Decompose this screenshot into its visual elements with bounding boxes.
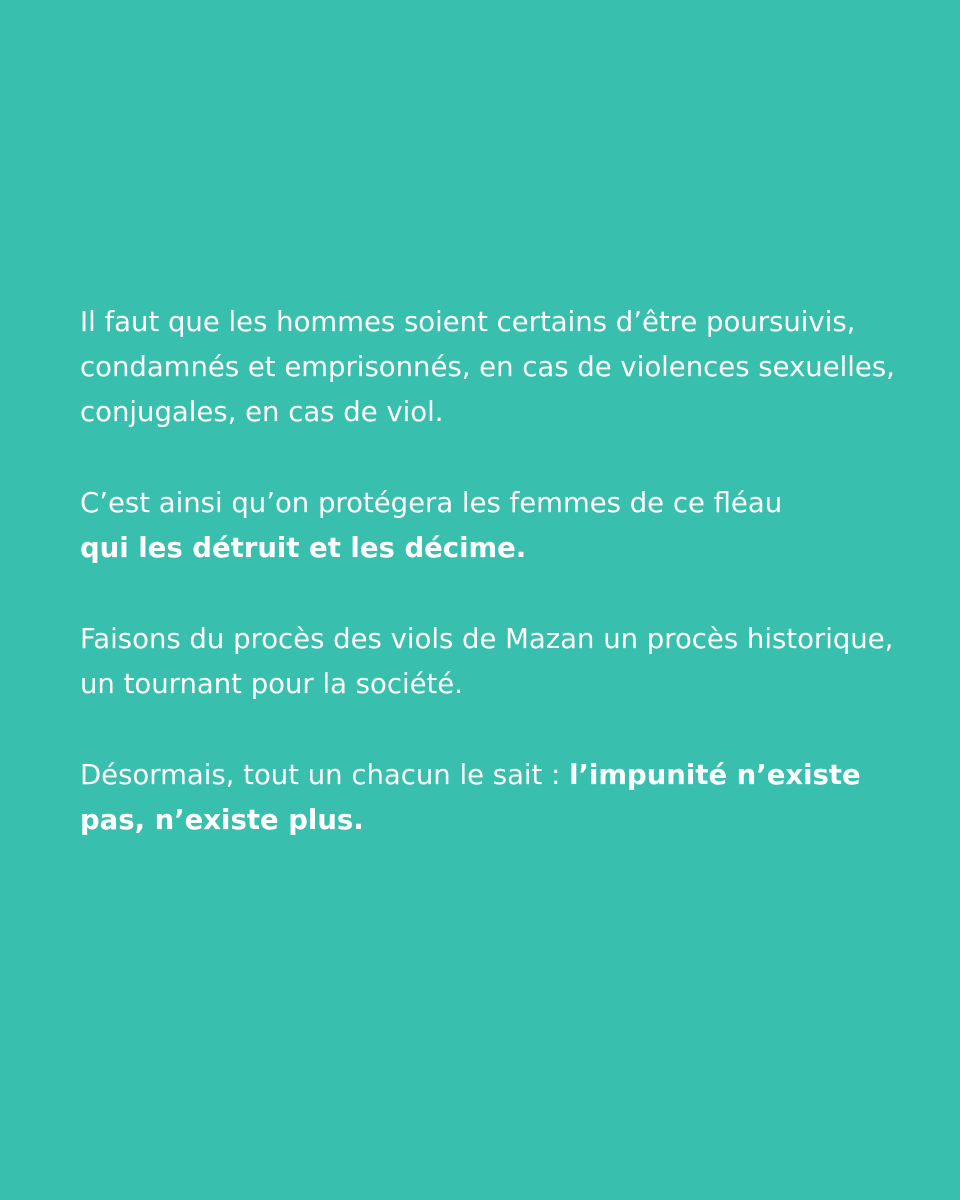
paragraph-3-text: Faisons du procès des viols de Mazan un procès historique, un tournant pour la société. [80,623,894,700]
paragraph-2-text: C’est ainsi qu’on protégera les femmes de ce fléau [80,487,783,519]
paragraph-2-bold-text: qui les détruit et les décime. [80,532,527,564]
paragraph-1 [80,300,900,435]
paragraph-1-text: Il faut que les hommes soient certains d’être poursuivis, condamnés et emprisonnés, en cas de violences sexuelles, conjugales, en cas de viol. [80,306,895,428]
paragraph-3 [80,617,900,707]
paragraph-4-bold-text: l’impunité n’existe pas, n’existe plus. [80,759,861,836]
text-block [80,300,900,889]
paragraph-4-text: Désormais, tout un chacun le sait : [80,759,570,791]
paragraph-2 [80,481,900,571]
paragraph-4 [80,753,900,843]
